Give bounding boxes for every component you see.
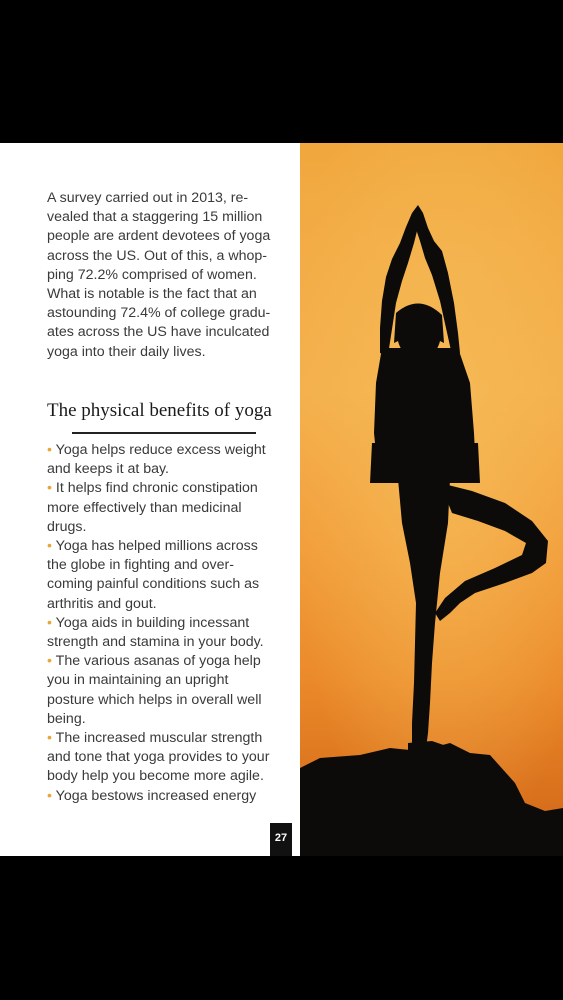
bullet-continuation: coming painful conditions such as [47, 576, 260, 593]
bullet-continuation: you in maintaining an upright [47, 672, 229, 689]
bullet-continuation: and tone that yoga provides to your [47, 749, 270, 766]
bullet-continuation: drugs. [47, 518, 87, 535]
bullet-dot-icon: • [47, 538, 56, 555]
intro-line: vealed that a staggering 15 million [47, 209, 263, 226]
bullet-text: The various asanas of yoga help [55, 653, 261, 670]
bullet-dot-icon: • [47, 614, 56, 631]
bullet-text: Yoga helps reduce excess weight [55, 442, 266, 458]
intro-line: yoga into their daily lives. [47, 343, 206, 360]
bullet-continuation: body help you become more agile. [47, 768, 264, 785]
bullet-item [47, 537, 287, 556]
bullet-continuation: and keeps it at bay. [47, 461, 169, 478]
bullet-item [47, 652, 287, 671]
bullet-item [47, 787, 287, 806]
magazine-page [0, 143, 563, 856]
bullet-item [47, 441, 287, 460]
tree-pose-silhouette-image [300, 143, 563, 856]
bullet-dot-icon: • [47, 442, 56, 458]
bullet-continuation: being. [47, 710, 86, 727]
page-number: 27 [270, 823, 292, 856]
section-heading: The physical benefits of yoga [47, 400, 272, 421]
intro-line: ping 72.2% comprised of women. [47, 266, 257, 283]
intro-line: across the US. Out of this, a whop- [47, 247, 268, 264]
bullet-continuation: arthritis and gout. [47, 595, 157, 612]
bullet-text: Yoga aids in building incessant [55, 614, 250, 631]
intro-line: What is notable is the fact that an [47, 286, 257, 303]
benefits-list [47, 441, 287, 806]
bullet-dot-icon: • [47, 730, 56, 747]
bullet-continuation: more effectively than medicinal [47, 499, 242, 516]
yoga-silhouette-photo [300, 143, 563, 856]
intro-line: ates across the US have inculcated [47, 324, 270, 341]
heading-underline [72, 432, 256, 434]
intro-line: people are ardent devotees of yoga [47, 228, 271, 245]
bullet-dot-icon: • [47, 480, 56, 497]
intro-line: A survey carried out in 2013, re- [47, 190, 249, 206]
bullet-continuation: strength and stamina in your body. [47, 634, 264, 651]
text-column [0, 143, 300, 856]
bullet-continuation: the globe in fighting and over- [47, 557, 234, 574]
bullet-text: It helps find chronic constipation [55, 480, 258, 497]
bullet-dot-icon: • [47, 653, 56, 670]
bullet-dot-icon: • [47, 787, 56, 804]
bullet-item [47, 729, 287, 748]
bullet-text: The increased muscular strength [55, 730, 263, 747]
bullet-item [47, 479, 287, 498]
bullet-item [47, 614, 287, 633]
intro-line: astounding 72.4% of college gradu- [47, 305, 271, 322]
bullet-continuation: posture which helps in overall well [47, 691, 262, 708]
bullet-text: Yoga has helped millions across [55, 538, 258, 555]
bullet-text: Yoga bestows increased energy [55, 787, 257, 804]
intro-paragraph [47, 189, 283, 362]
